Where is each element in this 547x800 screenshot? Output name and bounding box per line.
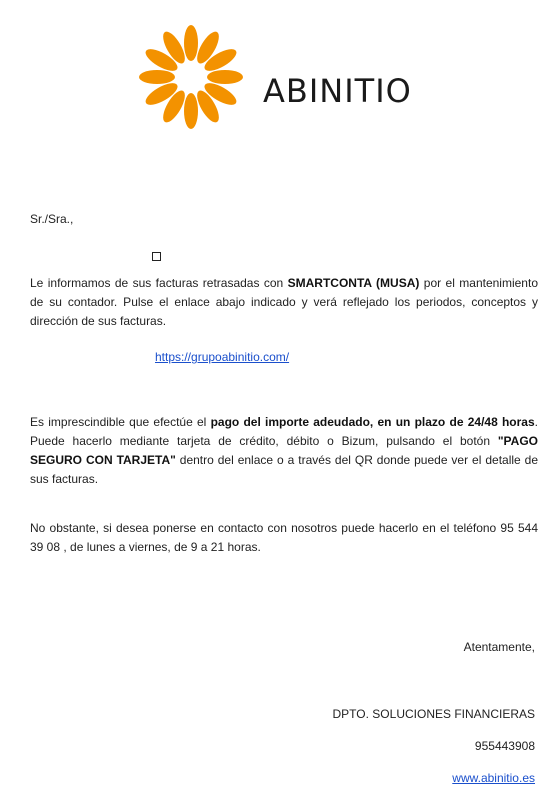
- sunburst-logo-icon: [133, 22, 253, 132]
- greeting: Sr./Sra.,: [30, 212, 74, 226]
- invoice-link[interactable]: https://grupoabinitio.com/: [155, 350, 290, 364]
- department: DPTO. SOLUCIONES FINANCIERAS: [332, 707, 535, 721]
- closing: Atentamente,: [463, 640, 535, 654]
- paragraph-payment: Es imprescindible que efectúe el pago del importe adeudado, en un plazo de 24/48 horas. Puede hacerlo mediante tarjeta de crédito, débito o Bizum, pulsando el botón "PAGO SEGURO CON TARJETA" dentro del enlace o a través del QR donde puede ver el detalle de sus facturas.: [30, 415, 538, 486]
- website-link[interactable]: www.abinitio.es: [452, 771, 535, 785]
- logo-text: ABINITIO: [263, 72, 412, 110]
- checkbox-icon[interactable]: [152, 252, 161, 261]
- paragraph-invoices: Le informamos de sus facturas retrasadas con SMARTCONTA (MUSA) por el mantenimiento de su contador. Pulse el enlace abajo indicado y verá reflejado los periodos, conceptos y dirección de sus facturas.: [30, 276, 538, 328]
- phone-number: 955443908: [474, 739, 535, 753]
- paragraph-contact: No obstante, si desea ponerse en contacto con nosotros puede hacerlo en el teléfono 95 544 39 08 , de lunes a viernes, de 9 a 21 horas.: [30, 521, 538, 554]
- company-logo: [133, 22, 433, 132]
- website-link-container: [452, 769, 535, 787]
- invoice-link-container: [155, 348, 289, 366]
